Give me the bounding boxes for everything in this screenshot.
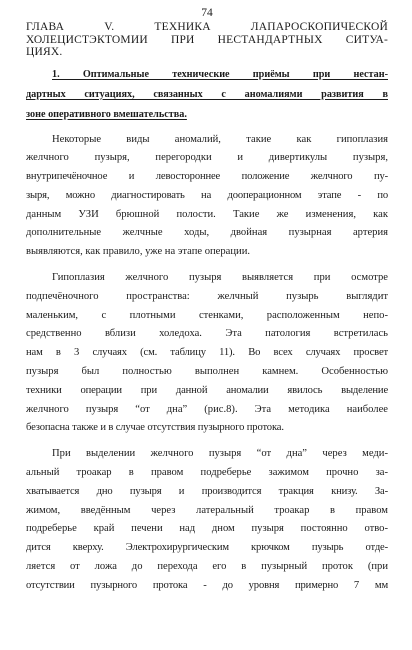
text-line: отсутствии пузырного протока - до уровня примерно 7 мм [26,579,388,591]
section-heading [26,65,388,125]
section-heading-line: 1. Оптимальные технические приёмы при нестан- [52,68,388,80]
text-line: Некоторые виды аномалий, такие как гипоплазия [52,133,388,145]
text-line: альный троакар в правом подреберье зажимом прочно за- [26,467,388,479]
text-line: техники операции при данной аномалии явилось выделение [26,384,388,396]
text-line: внутрипечёночное и левостороннее положение желчного пу- [26,171,388,183]
text-line: желчного пузыря “от дна” (рис.8). Эта методика наиболее [26,403,388,415]
text-line: безопасна также и в случае отсутствия пузырного протока. [26,422,284,434]
chapter-title-line: ГЛАВА V. ТЕХНИКА ЛАПАРОСКОПИЧЕСКОЙ [26,21,388,33]
text-line: желчного пузыря, перегородки и дивертикулы пузыря, [26,152,388,164]
document-page [26,6,388,603]
text-line: ляется от ложа до перехода его в пузырный проток (при [26,561,388,573]
text-line: зыря, можно диагностировать на дооперационном этапе - по [26,189,388,201]
text-line: подпечёночного пространства: желчный пузырь выглядит [26,290,388,302]
section-heading-line: зоне оперативного вмешательства. [26,108,187,120]
text-line: пузыря был полностью выполнен камнем. Особенностью [26,366,388,378]
paragraph-fundus-first [26,445,388,595]
chapter-title [26,21,388,59]
text-line: данным УЗИ брюшной полости. Такие же изменения, как [26,208,388,220]
section-heading-line: дартных ситуациях, связанных с аномалиями развития в [26,88,388,100]
page-number: 74 [201,7,213,19]
text-line: хватывается дно пузыря и производится тракция книзу. За- [26,485,388,497]
text-line: жимом, введённым через латеральный троакар в правом [26,504,388,516]
text-line: маленьким, с плотными стенками, расположенным непо- [26,309,388,321]
text-line: выявляются, как правило, уже на этапе операции. [26,246,251,258]
text-line: подреберье край печени над дном пузыря постоянно отво- [26,523,388,535]
text-line: дится кверху. Электрохирургическим крючком пузырь отде- [26,542,388,554]
text-line: дополнительные желчные ходы, двойная пузырная артерия [26,227,388,239]
paragraph-anomalies [26,131,388,263]
text-line: Гипоплазия желчного пузыря выявляется при осмотре [52,272,388,284]
text-line: нам в 3 случаях (см. таблицу 11). Во всех случаях просвет [26,347,388,359]
text-line: средственно вблизи холедоха. Эта патология встретилась [26,328,388,340]
paragraph-hypoplasia [26,269,388,438]
text-line: При выделении желчного пузыря “от дна” через меди- [52,448,388,460]
chapter-title-line: ЦИЯХ. [26,46,63,58]
chapter-title-line: ХОЛЕЦИСТЭКТОМИИ ПРИ НЕСТАНДАРТНЫХ СИТУА- [26,33,388,46]
